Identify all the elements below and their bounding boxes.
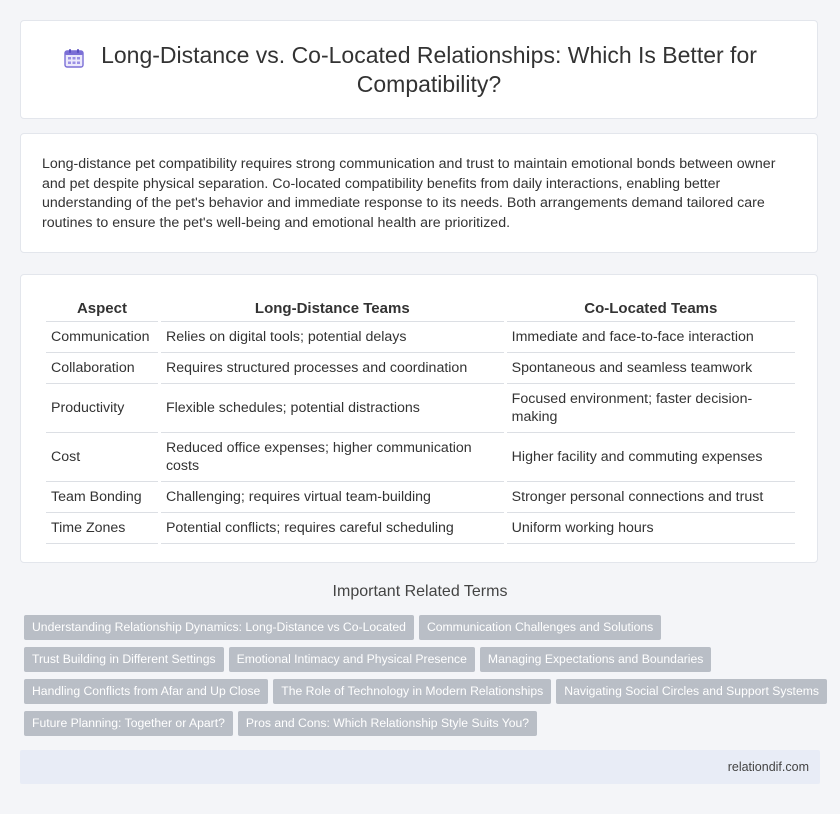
related-terms-list xyxy=(24,615,824,743)
cell-aspect: Cost xyxy=(46,433,158,482)
cell-long-distance: Flexible schedules; potential distractions xyxy=(161,384,504,433)
related-term-tag[interactable]: Trust Building in Different Settings xyxy=(24,647,224,672)
page-title: Long-Distance vs. Co-Located Relationships: Which Is Better for Compatibility? xyxy=(101,42,757,97)
header-card xyxy=(20,20,818,119)
related-term-tag[interactable]: Pros and Cons: Which Relationship Style Suits You? xyxy=(238,711,537,736)
header-co-located: Co-Located Teams xyxy=(507,293,795,322)
header-aspect: Aspect xyxy=(46,293,158,322)
header-long-distance: Long-Distance Teams xyxy=(161,293,504,322)
cell-long-distance: Potential conflicts; requires careful scheduling xyxy=(161,513,504,544)
related-term-tag[interactable]: Navigating Social Circles and Support Systems xyxy=(556,679,827,704)
cell-aspect: Collaboration xyxy=(46,353,158,384)
related-term-tag[interactable]: Handling Conflicts from Afar and Up Close xyxy=(24,679,268,704)
related-term-tag[interactable]: Communication Challenges and Solutions xyxy=(419,615,661,640)
table-row xyxy=(46,384,795,433)
cell-long-distance: Relies on digital tools; potential delays xyxy=(161,322,504,353)
intro-card xyxy=(20,133,818,253)
related-term-tag[interactable]: Understanding Relationship Dynamics: Long-Distance vs Co-Located xyxy=(24,615,414,640)
comparison-table xyxy=(43,293,798,544)
cell-aspect: Communication xyxy=(46,322,158,353)
related-term-tag[interactable]: Future Planning: Together or Apart? xyxy=(24,711,233,736)
cell-long-distance: Requires structured processes and coordination xyxy=(161,353,504,384)
related-term-tag[interactable]: Managing Expectations and Boundaries xyxy=(480,647,711,672)
related-terms-heading: Important Related Terms xyxy=(332,583,508,600)
related-term-tag[interactable]: Emotional Intimacy and Physical Presence xyxy=(229,647,475,672)
cell-co-located: Uniform working hours xyxy=(507,513,795,544)
cell-long-distance: Challenging; requires virtual team-building xyxy=(161,482,504,513)
cell-aspect: Time Zones xyxy=(46,513,158,544)
related-term-tag[interactable]: The Role of Technology in Modern Relationships xyxy=(273,679,551,704)
cell-co-located: Higher facility and commuting expenses xyxy=(507,433,795,482)
cell-co-located: Stronger personal connections and trust xyxy=(507,482,795,513)
cell-co-located: Spontaneous and seamless teamwork xyxy=(507,353,795,384)
table-row xyxy=(46,482,795,513)
table-header-row xyxy=(46,293,795,322)
footer xyxy=(20,750,820,784)
cell-aspect: Productivity xyxy=(46,384,158,433)
cell-co-located: Immediate and face-to-face interaction xyxy=(507,322,795,353)
cell-long-distance: Reduced office expenses; higher communication costs xyxy=(161,433,504,482)
cell-aspect: Team Bonding xyxy=(46,482,158,513)
footer-site-link[interactable]: relationdif.com xyxy=(727,760,809,774)
table-row xyxy=(46,513,795,544)
intro-paragraph: Long-distance pet compatibility requires strong communication and trust to maintain emotional bonds between owner and pet despite physical separation. Co-located compatibility benefits from daily interactions, enabling better understanding of the pet's behavior and immediate response to its needs. Both arrangements demand tailored care routines to ensure the pet's well-being and emotional health are prioritized. xyxy=(42,156,776,231)
table-row xyxy=(46,353,795,384)
cell-co-located: Focused environment; faster decision-making xyxy=(507,384,795,433)
table-row xyxy=(46,322,795,353)
comparison-table-card xyxy=(20,274,818,563)
table-row xyxy=(46,433,795,482)
